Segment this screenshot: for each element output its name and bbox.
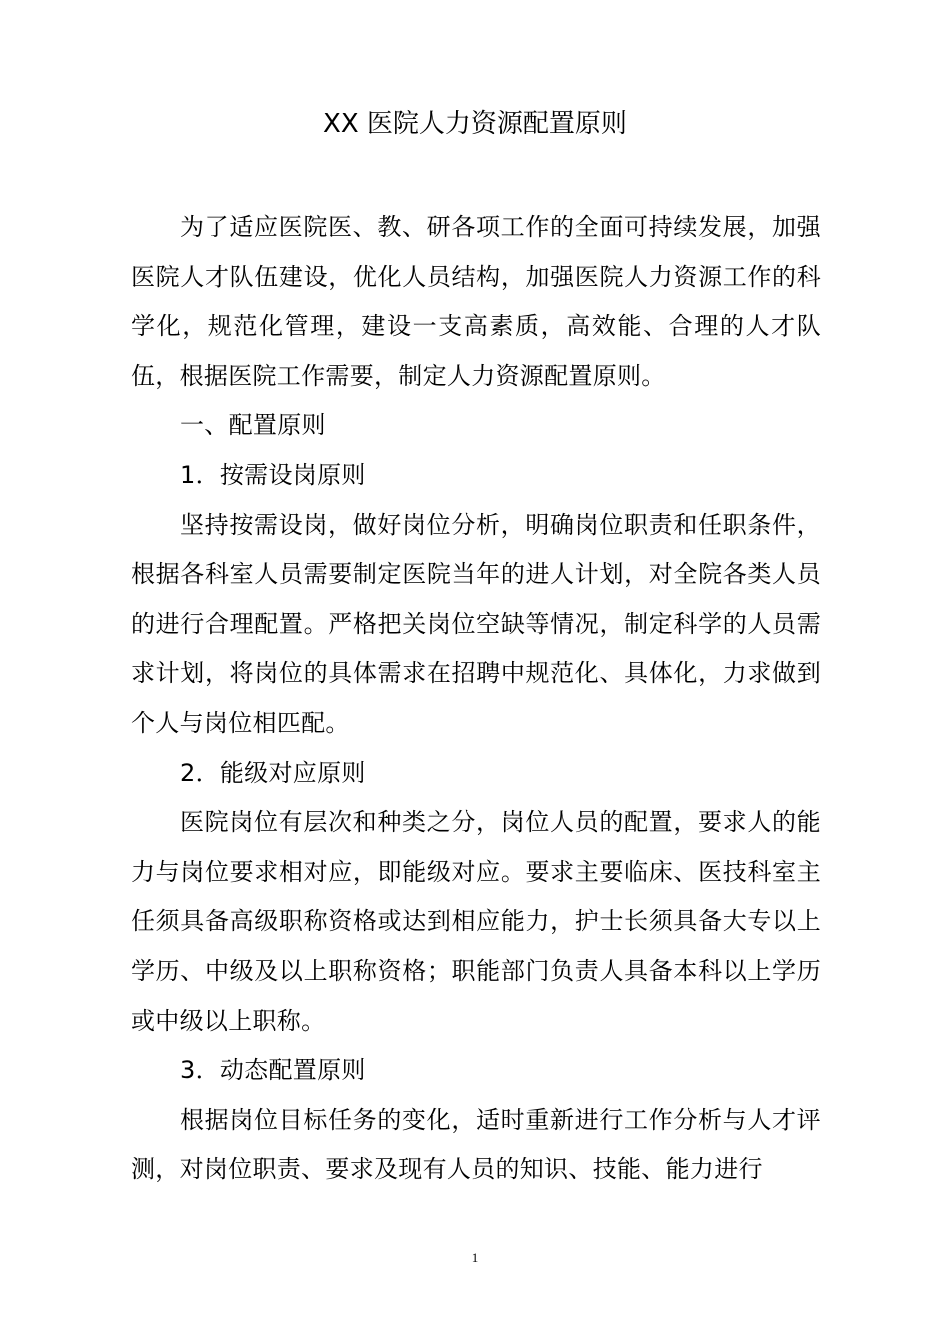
paragraph-level-matching: 医院岗位有层次和种类之分，岗位人员的配置，要求人的能力与岗位要求相对应，即能级对应。要求主要临床、医技科室主任须具备高级职称资格或达到相应能力，护士长须具备大专以上学历、中级及以上职称资格；职能部门负责人具备本科以上学历或中级以上职称。 [131, 808, 821, 1035]
intro-paragraph: 为了适应医院医、教、研各项工作的全面可持续发展，加强医院人才队伍建设，优化人员结构，加强医院人力资源工作的科学化，规范化管理，建设一支高素质，高效能、合理的人才队伍，根据医院工作需要，制定人力资源配置原则。 [131, 213, 821, 390]
section-heading-principles: 一、配置原则 [180, 411, 326, 440]
subheading-need-based: 1．按需设岗原则 [180, 460, 366, 489]
subheading-dynamic-allocation: 3．动态配置原则 [180, 1056, 366, 1085]
document-title: XX 医院人力资源配置原则 [323, 109, 627, 139]
paragraph-dynamic-allocation: 根据岗位目标任务的变化，适时重新进行工作分析与人才评测，对岗位职责、要求及现有人员的知识、技能、能力进行 [131, 1105, 821, 1184]
page-number: 1 [471, 1250, 479, 1265]
document-body [131, 203, 821, 1195]
paragraph-need-based: 坚持按需设岗，做好岗位分析，明确岗位职责和任职条件，根据各科室人员需要制定医院当年的进人计划，对全院各类人员的进行合理配置。严格把关岗位空缺等情况，制定科学的人员需求计划，将岗位的具体需求在招聘中规范化、具体化，力求做到个人与岗位相匹配。 [131, 510, 821, 737]
subheading-level-matching: 2．能级对应原则 [180, 758, 366, 787]
